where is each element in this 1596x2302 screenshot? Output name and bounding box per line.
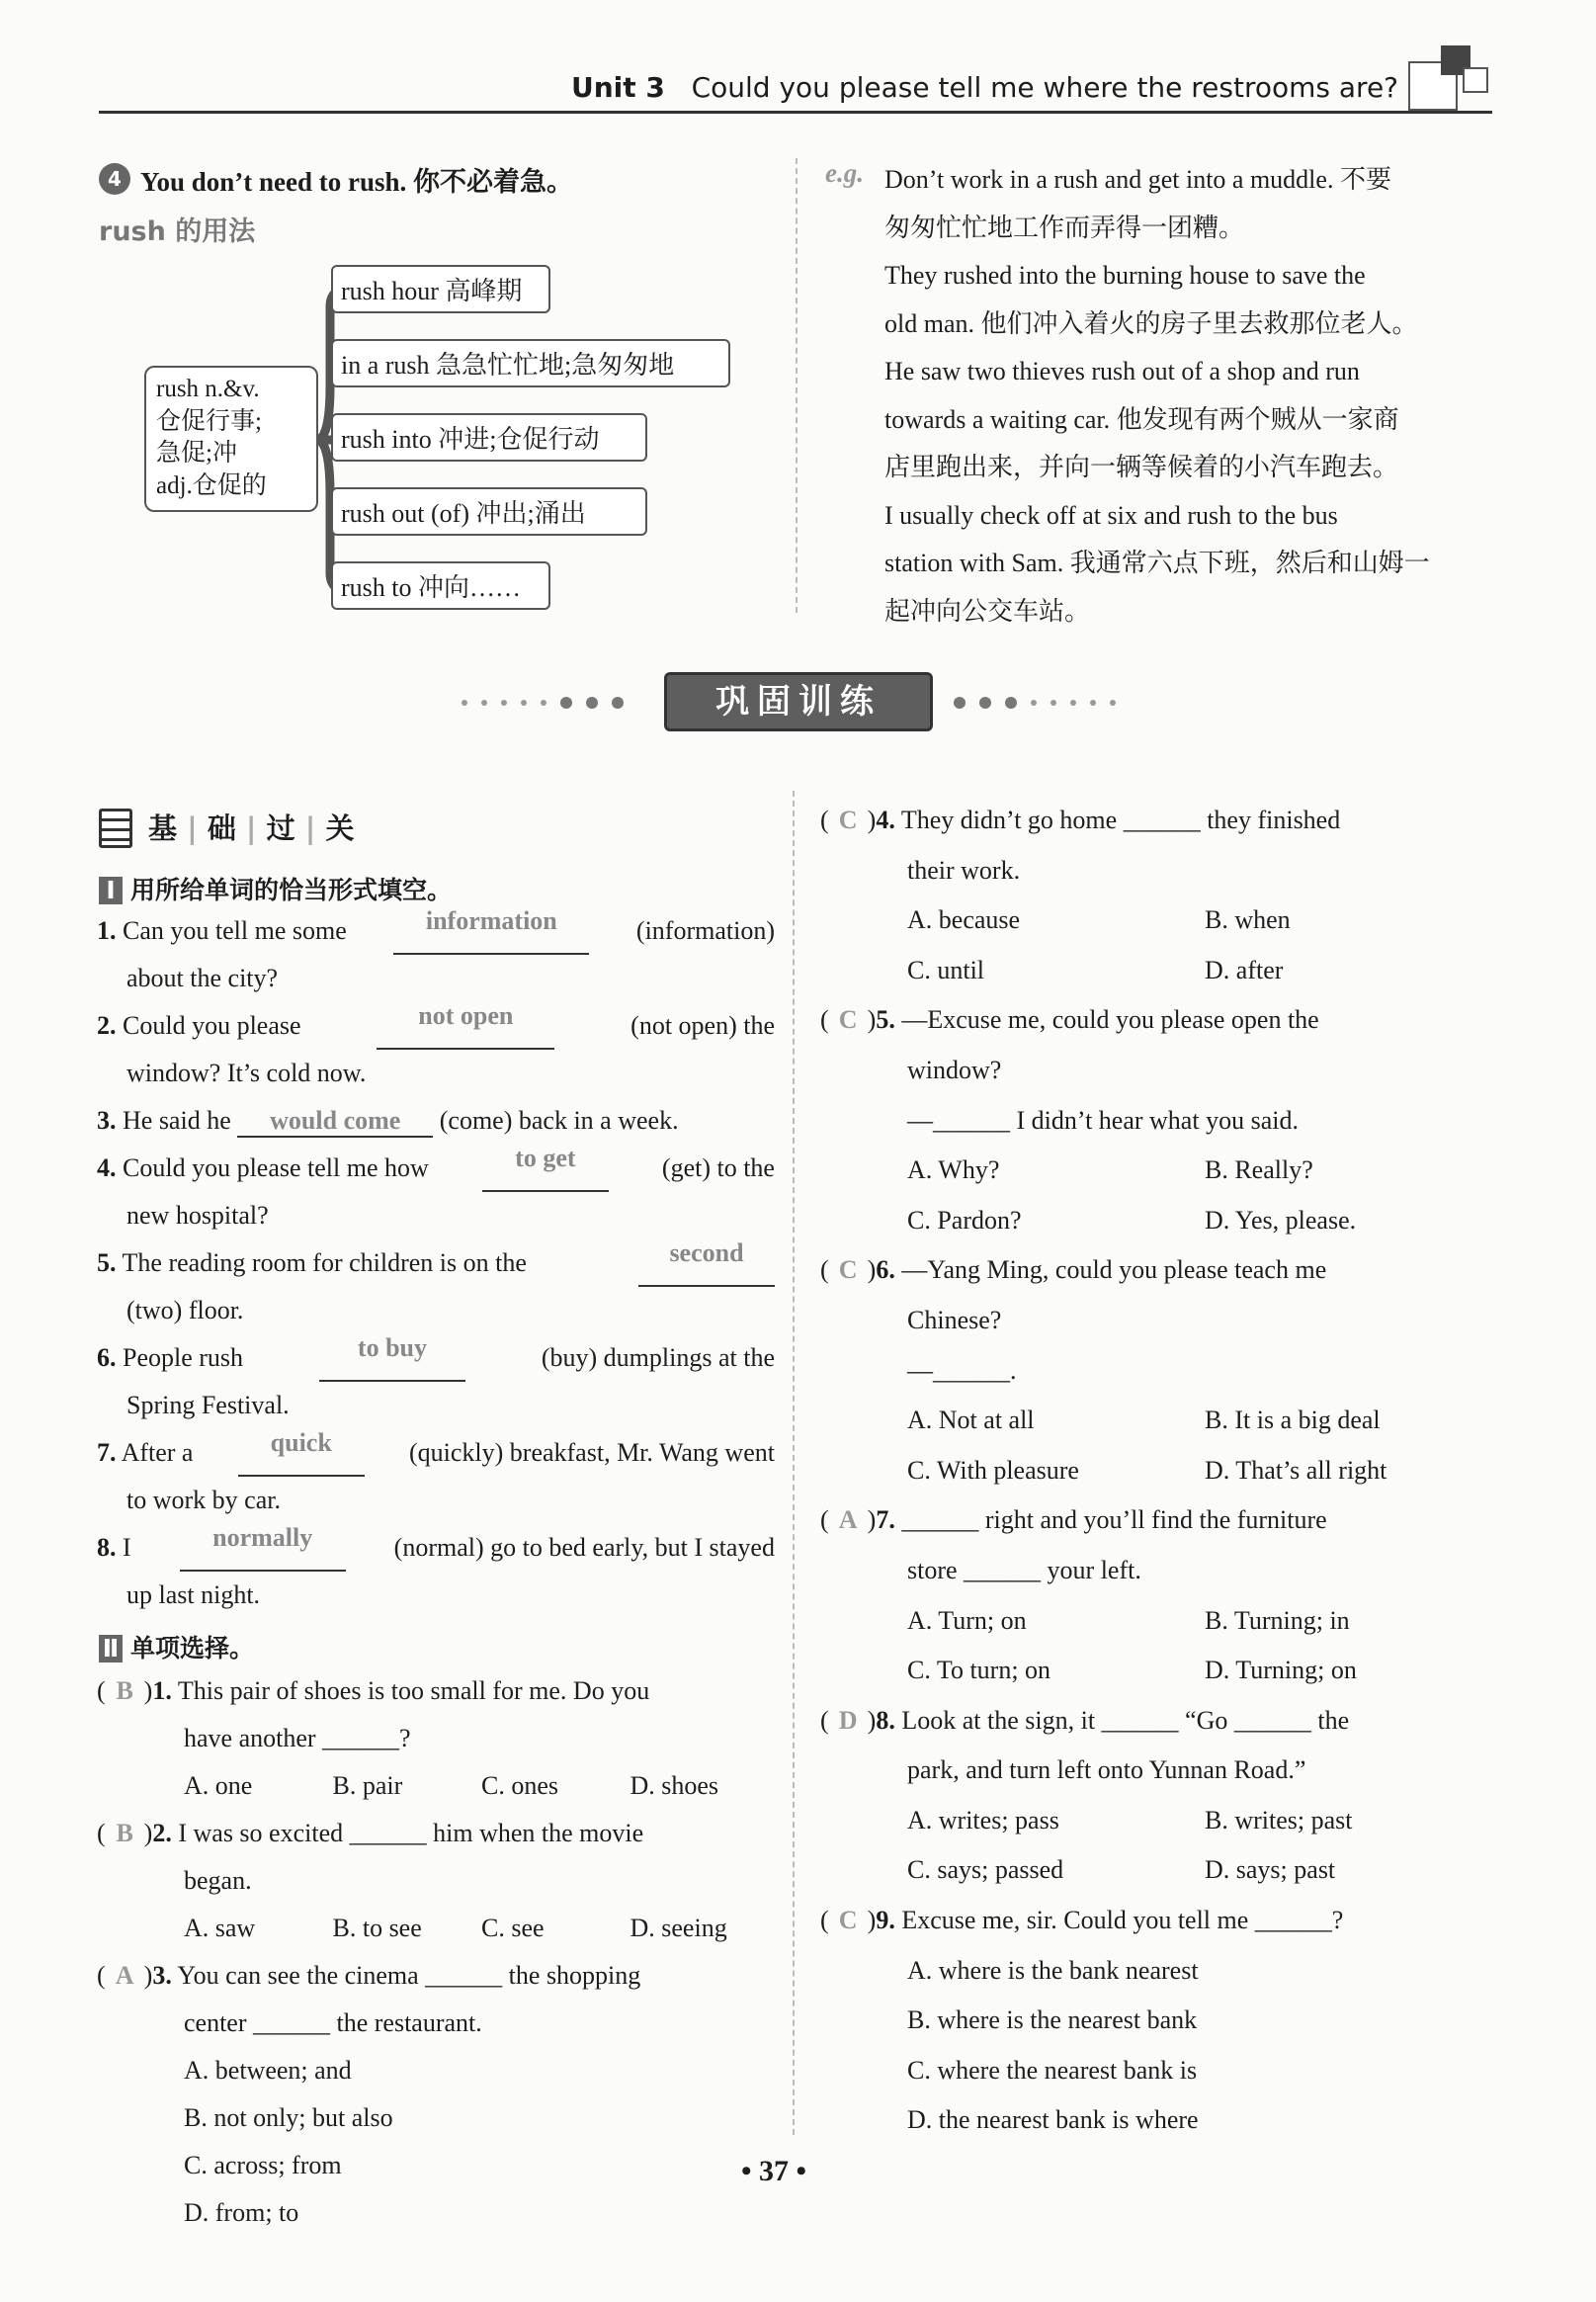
part2-heading	[99, 1629, 254, 1664]
mc-stem-line: ( D )8. Look at the sign, it ______ “Go ______ the	[820, 1696, 1502, 1747]
mc-stem-text: You can see the cinema ______ the shopping	[177, 1961, 641, 1990]
mc-stem-text: They didn’t go home ______ they finished	[900, 806, 1341, 834]
phrase-rush-out: rush out (of) 冲出;涌出	[331, 487, 647, 536]
example-line: old man. 他们冲入着火的房子里去救那位老人。	[884, 308, 1418, 338]
mc-option: C. where the nearest bank is	[907, 2055, 1198, 2085]
mc-question	[820, 1896, 1502, 2146]
part1-title: 用所给单词的恰当形式填空。	[130, 876, 453, 904]
q-number: 6.	[876, 1255, 895, 1285]
banner-title: 巩固训练	[664, 672, 933, 731]
example-line: Don’t work in a rush and get into a muddle. 不要	[884, 165, 1391, 194]
example-line: I usually check off at six and rush to the bus	[884, 500, 1338, 530]
mc-stem-line: window?	[907, 1055, 1002, 1084]
mc-answer: A	[838, 1505, 858, 1535]
page-number: • 37 •	[741, 2155, 807, 2187]
answer-blank: second	[638, 1239, 775, 1287]
mc-stem-text: Excuse me, sir. Could you tell me ______?	[901, 1906, 1344, 1935]
fill-blank-section	[97, 907, 775, 1619]
example-line: 起冲向公交车站。	[884, 596, 1091, 626]
mc-option: C. Pardon?	[907, 1205, 1022, 1235]
mc-answer: C	[838, 1906, 858, 1935]
q-number: 4.	[97, 1153, 117, 1182]
mc-option: D. seeing	[630, 1914, 727, 1942]
mc-stem-line: store ______ your left.	[907, 1555, 1141, 1584]
mc-stem-line: ( A )7. ______ right and you’ll find the furniture	[820, 1495, 1502, 1546]
fill-q3	[97, 1097, 775, 1145]
q-number: 8.	[97, 1533, 117, 1562]
mc-stem-line: began.	[184, 1866, 252, 1895]
example-line: station with Sam. 我通常六点下班，然后和山姆一	[884, 549, 1430, 577]
mc-option: C. until	[907, 955, 985, 984]
mc-option: C. across; from	[184, 2151, 342, 2179]
eg-label: e.g.	[825, 158, 864, 188]
tip-sentence: You don’t need to rush. 你不必着急。	[140, 167, 574, 197]
header-square-small-icon	[1463, 67, 1488, 93]
answer-blank: information	[393, 907, 589, 955]
mc-option: B. not only; but also	[184, 2103, 393, 2132]
mc-option: D. the nearest bank is where	[907, 2105, 1199, 2135]
answer-blank: would come	[237, 1107, 433, 1138]
mc-option: D. Turning; on	[1205, 1656, 1357, 1685]
q-continued: (two) floor.	[126, 1296, 244, 1324]
running-header	[571, 71, 1398, 104]
q-text: (normal) go to bed early, but I stayed	[393, 1533, 775, 1562]
part2-title: 单项选择。	[130, 1634, 255, 1663]
mc-option: B. writes; past	[1205, 1805, 1353, 1834]
banner-dots-left	[455, 692, 630, 711]
mc-option: A. Not at all	[907, 1406, 1035, 1435]
basic-title-char: 基	[148, 811, 178, 845]
part1-roman: Ⅰ	[99, 877, 123, 904]
mc-answer: C	[838, 1005, 858, 1035]
fill-q7	[97, 1429, 775, 1477]
q-number: 1.	[97, 916, 117, 945]
mc-option: D. from; to	[184, 2198, 299, 2227]
answer-blank: to buy	[319, 1334, 465, 1382]
mc-stem-line: ( C )9. Excuse me, sir. Could you tell me ______?	[820, 1896, 1502, 1946]
mc-option: A. saw	[184, 1914, 256, 1942]
q-number: 3.	[97, 1106, 117, 1135]
mc-stem-text: —Yang Ming, could you please teach me	[901, 1255, 1327, 1285]
answer-blank: normally	[180, 1524, 346, 1572]
header-rule	[99, 111, 1492, 114]
q-text: (buy) dumplings at the	[541, 1343, 775, 1372]
mc-stem-text: ______ right and you’ll find the furniture	[901, 1505, 1327, 1535]
answer-blank: to get	[482, 1145, 609, 1192]
mc-stem-line: ( C )6. —Yang Ming, could you please teach me	[820, 1245, 1502, 1296]
mc-option: A. Why?	[907, 1155, 1000, 1185]
mc-option: D. That’s all right	[1205, 1455, 1387, 1485]
q-number: 2.	[97, 1011, 117, 1040]
mc-stem-text: I was so excited ______ him when the movie	[178, 1819, 644, 1847]
mc-stem-text: Look at the sign, it ______ “Go ______ the	[901, 1705, 1350, 1735]
mc-question	[820, 995, 1502, 1245]
mc-stem-line: ( A )3. You can see the cinema ______ the shopping	[97, 1952, 779, 2000]
mc-stem-line: ( B )1. This pair of shoes is too small for me. Do you	[97, 1667, 779, 1715]
mc-option: B. to see	[332, 1914, 422, 1942]
mc-option: A. between; and	[184, 2056, 352, 2085]
notebook-icon	[99, 809, 132, 848]
mc-option: C. see	[481, 1914, 545, 1942]
q-text: The reading room for children is on the	[122, 1248, 527, 1277]
fill-q5	[97, 1239, 775, 1287]
mc-option: D. says; past	[1205, 1855, 1336, 1885]
mc-answer: C	[838, 1255, 858, 1285]
mc-option: C. ones	[481, 1771, 558, 1800]
mc-stem-line: center ______ the restaurant.	[184, 2008, 482, 2037]
basic-title-char: 础	[207, 811, 236, 845]
q-number: 5.	[97, 1248, 117, 1277]
mc-option: C. With pleasure	[907, 1455, 1079, 1485]
mc-option: B. where is the nearest bank	[907, 2005, 1198, 2035]
mc-question	[820, 796, 1502, 995]
mc-option: A. where is the bank nearest	[907, 1955, 1199, 1985]
q-text: (come) back in a week.	[439, 1106, 679, 1135]
example-line: towards a waiting car. 他发现有两个贼从一家商	[884, 404, 1399, 434]
q-number: 9.	[876, 1906, 895, 1935]
header-unit: Unit 3	[571, 71, 665, 104]
example-line: 店里跑出来，并向一辆等候着的小汽车跑去。	[884, 453, 1399, 481]
q-text: (information)	[635, 916, 775, 945]
q-number: 2.	[152, 1819, 172, 1847]
rush-center-box	[144, 366, 318, 512]
q-text: (not open) the	[630, 1011, 775, 1040]
q-text: Can you tell me some	[123, 916, 347, 945]
q-number: 5.	[876, 1005, 895, 1035]
fill-q6	[97, 1334, 775, 1382]
mc-question	[97, 1667, 779, 1810]
phrase-in-a-rush: in a rush 急急忙忙地;急匆匆地	[331, 339, 730, 387]
mc-stem-line: park, and turn left onto Yunnan Road.”	[907, 1755, 1306, 1785]
center-line-3: 急促;冲	[156, 440, 237, 467]
q-continued: Spring Festival.	[126, 1391, 290, 1419]
mc-question	[97, 1952, 779, 2237]
mc-left-column	[97, 1667, 779, 2237]
q-continued: about the city?	[126, 964, 279, 992]
mc-stem-line: ( C )4. They didn’t go home ______ they finished	[820, 796, 1502, 846]
q-number: 8.	[876, 1705, 895, 1735]
mc-answer: A	[115, 1961, 134, 1990]
q-number: 7.	[97, 1438, 117, 1467]
mc-option: C. To turn; on	[907, 1656, 1051, 1685]
mc-option: A. Turn; on	[907, 1605, 1027, 1635]
banner-dots-right	[947, 692, 1123, 711]
q-number: 1.	[152, 1676, 172, 1705]
q-text: (get) to the	[661, 1153, 775, 1182]
center-line-4: adj.仓促的	[156, 471, 267, 499]
fill-q1	[97, 907, 775, 955]
q-text: (quickly) breakfast, Mr. Wang went	[408, 1438, 775, 1467]
mc-option: D. shoes	[630, 1771, 719, 1800]
mc-stem-text: This pair of shoes is too small for me. Do you	[177, 1676, 650, 1705]
mc-stem-text: —Excuse me, could you please open the	[901, 1005, 1319, 1035]
mc-option: D. Yes, please.	[1205, 1205, 1357, 1235]
mc-stem-line: their work.	[907, 855, 1021, 885]
column-divider-top	[796, 158, 798, 613]
mc-answer: D	[838, 1705, 858, 1735]
mc-right-column	[820, 796, 1502, 2146]
part1-heading	[99, 871, 452, 906]
fill-q2	[97, 1002, 775, 1050]
mc-question	[820, 1696, 1502, 1896]
q-number: 7.	[876, 1505, 895, 1535]
center-line-2: 仓促行事;	[156, 407, 262, 435]
part2-roman: Ⅱ	[99, 1635, 123, 1663]
phrase-rush-into: rush into 冲进;仓促行动	[331, 413, 647, 462]
mc-question	[97, 1810, 779, 1952]
usage-title: rush 的用法	[99, 216, 256, 247]
q-text: After a	[121, 1438, 194, 1467]
mc-answer: B	[116, 1819, 133, 1847]
phrase-rush-to: rush to 冲向……	[331, 561, 550, 610]
mc-question	[820, 1245, 1502, 1495]
mc-stem-line: have another ______?	[184, 1724, 411, 1752]
example-line: They rushed into the burning house to save the	[884, 261, 1366, 290]
example-line: He saw two thieves rush out of a shop and run	[884, 357, 1360, 385]
basic-title: 基 | 础 | 过 | 关	[148, 811, 355, 845]
mc-option: A. because	[907, 905, 1021, 935]
q-number: 6.	[97, 1343, 117, 1372]
answer-blank: not open	[377, 1002, 554, 1050]
mc-option: C. says; passed	[907, 1855, 1064, 1885]
basic-title-char: 关	[325, 811, 355, 845]
mc-answer: B	[116, 1676, 133, 1705]
mc-option: B. It is a big deal	[1205, 1406, 1381, 1435]
q-text: People rush	[123, 1343, 244, 1372]
q-text: Could you please	[123, 1011, 301, 1040]
column-divider-bottom	[793, 791, 795, 2135]
mc-stem-line: —______.	[907, 1355, 1017, 1385]
phrase-rush-hour: rush hour 高峰期	[331, 265, 550, 313]
mc-stem-line: —______ I didn’t hear what you said.	[907, 1105, 1299, 1135]
q-text: Could you please tell me how	[123, 1153, 429, 1182]
header-title: Could you please tell me where the restrooms are?	[691, 71, 1399, 104]
mc-stem-line: Chinese?	[907, 1305, 1002, 1334]
tip-number-badge: 4	[99, 163, 130, 195]
center-line-1: rush n.&v.	[156, 376, 260, 402]
q-continued: window? It’s cold now.	[126, 1059, 367, 1087]
fill-q8	[97, 1524, 775, 1572]
basic-title-char: 过	[266, 811, 295, 845]
q-text: I	[123, 1533, 131, 1562]
mc-question	[820, 1495, 1502, 1695]
examples-block	[884, 156, 1502, 636]
q-continued: up last night.	[126, 1580, 261, 1609]
q-number: 4.	[876, 806, 895, 834]
q-text: He said he	[123, 1106, 231, 1135]
mc-option: D. after	[1205, 955, 1284, 984]
example-line: 匆匆忙忙地工作而弄得一团糟。	[884, 213, 1245, 242]
mc-option: B. Really?	[1205, 1155, 1313, 1185]
mc-option: B. when	[1205, 905, 1291, 935]
mc-stem-line: ( B )2. I was so excited ______ him when the movie	[97, 1810, 779, 1857]
mc-stem-line: ( C )5. —Excuse me, could you please open the	[820, 995, 1502, 1046]
q-continued: new hospital?	[126, 1201, 269, 1230]
fill-q4	[97, 1145, 775, 1192]
mc-option: B. pair	[332, 1771, 403, 1800]
mc-option: B. Turning; in	[1205, 1605, 1350, 1635]
mc-option: A. one	[184, 1771, 253, 1800]
mc-option: A. writes; pass	[907, 1805, 1059, 1834]
answer-blank: quick	[238, 1429, 365, 1477]
q-number: 3.	[152, 1961, 172, 1990]
q-continued: to work by car.	[126, 1486, 281, 1514]
mc-answer: C	[838, 806, 858, 834]
